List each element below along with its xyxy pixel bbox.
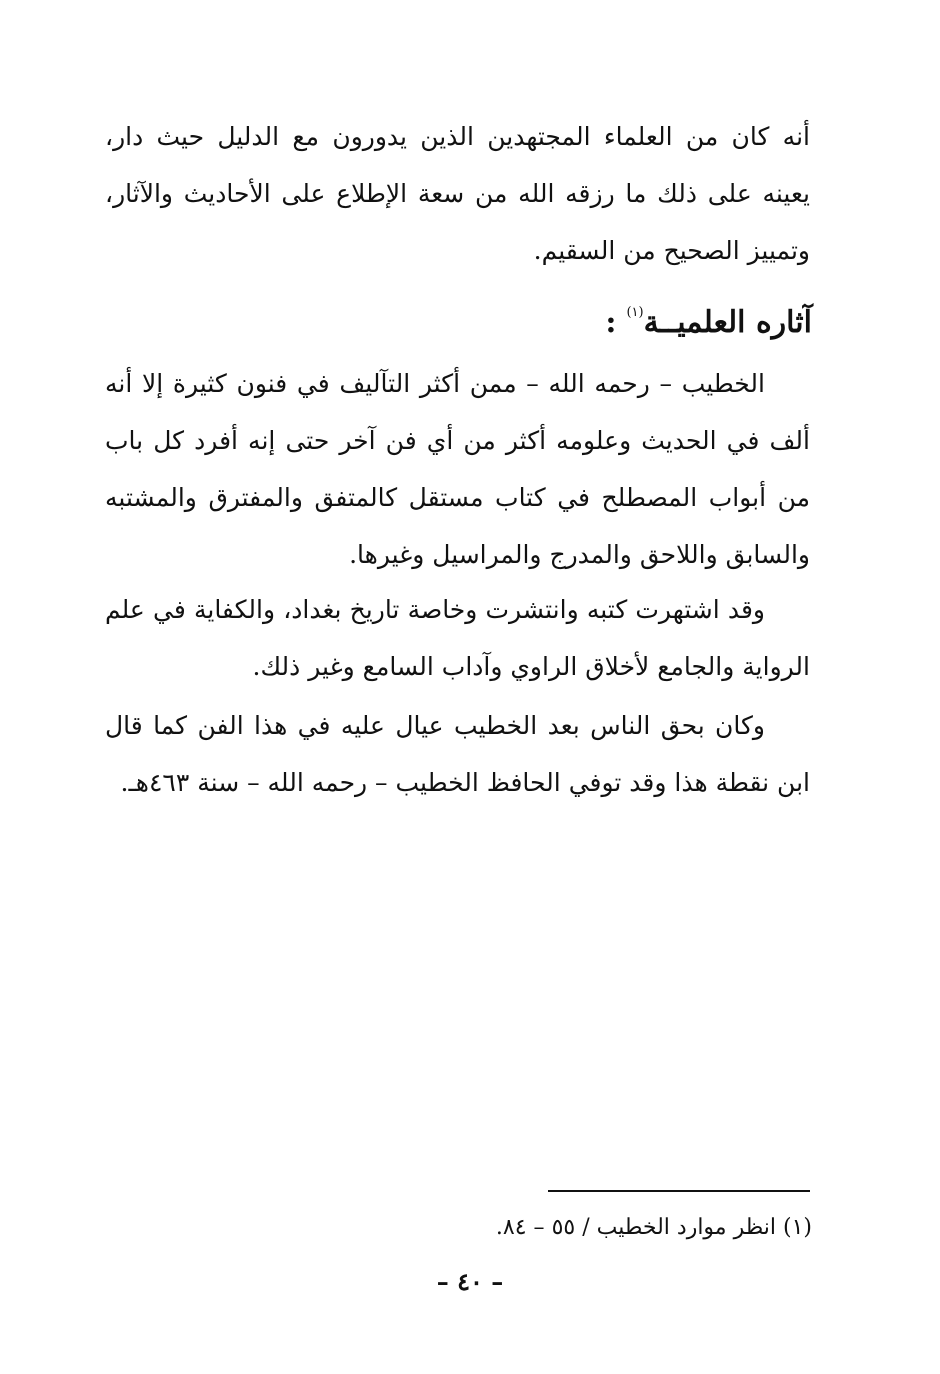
- footnote-reference: (١): [626, 305, 644, 320]
- paragraph-works: الخطيب – رحمه الله – ممن أكثر التآليف في فنون كثيرة إلا أنه ألف في الحديث وعلومه أكثر من أي فن آخر حتى إنه أفرد كل باب من أبواب المصطلح في كتاب مستقل كالمتفق والمفترق والمشتبه والسابق واللاحق والمدرج والمراسيل وغيرها.: [105, 369, 810, 569]
- paragraph-fame: وقد اشتهرت كتبه وانتشرت وخاصة تاريخ بغداد، والكفاية في علم الرواية والجامع لأخلاق الراوي وآداب السامع وغير ذلك.: [105, 595, 810, 681]
- paragraph-death: وكان بحق الناس بعد الخطيب عيال عليه في هذا الفن كما قال ابن نقطة هذا وقد توفي الحافظ الخطيب – رحمه الله – سنة ٤٦٣هـ.: [105, 711, 810, 797]
- paragraph-intro: أنه كان من العلماء المجتهدين الذين يدورون مع الدليل حيث دار، يعينه على ذلك ما رزقه الله من سعة الإطلاع على الأحاديث والآثار، وتمييز الصحيح من السقيم.: [105, 122, 810, 265]
- footnote-separator: [548, 1190, 810, 1192]
- section-heading: [605, 288, 812, 348]
- heading-colon: :: [605, 305, 617, 340]
- section-heading-text: آثاره العلميــة: [643, 305, 812, 340]
- page-number: – ٤٠ –: [436, 1267, 504, 1296]
- footnote: (١) انظر موارد الخطيب / ٥٥ – ٨٤.: [495, 1215, 812, 1240]
